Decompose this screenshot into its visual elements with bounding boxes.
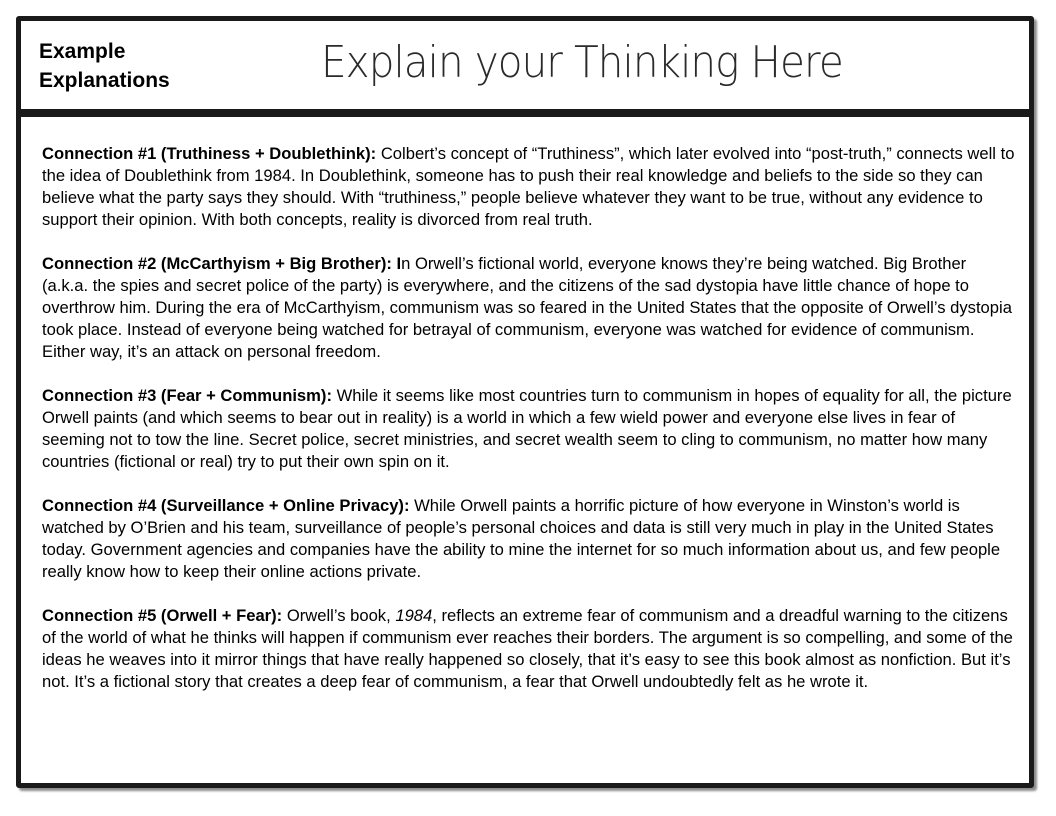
connection-3 <box>42 385 1016 473</box>
connection-5 <box>42 605 1016 693</box>
connection-2-heading: Connection #2 (McCarthyism + Big Brother): I <box>42 254 402 273</box>
connection-5-heading: Connection #5 (Orwell + Fear): <box>42 606 283 625</box>
connection-1-heading: Connection #1 (Truthiness + Doublethink): <box>42 144 377 163</box>
explanations-content <box>42 143 1016 715</box>
header-bar <box>21 21 1029 117</box>
connection-2-text: n Orwell’s fictional world, everyone knows they’re being watched. Big Brother (a.k.a. the spies and secret police of the party) is everywhere, and the citizens of the sad dystopia have little chance of hope to overthrow him. During the era of McCarthyism, communism was so feared in the United States that the opposite of Orwell’s dystopia took place. Instead of everyone being watched for betrayal of communism, everyone was watched for evidence of communism. Either way, it’s an attack on personal freedom. <box>42 254 1012 361</box>
connection-1 <box>42 143 1016 231</box>
header-title: Explain your Thinking Here <box>321 37 843 88</box>
connection-1-text: Colbert’s concept of “Truthiness”, which later evolved into “post-truth,” connects well to the idea of Doublethink from 1984. In Doublethink, someone has to push their real knowledge and beliefs to the side so they can believe what the party says they should. With “truthiness,” people believe whatever they want to be true, without any evidence to support their opinion. With both concepts, reality is divorced from real truth. <box>42 144 1015 229</box>
connection-5-book-title: 1984 <box>395 606 433 625</box>
connection-3-text: While it seems like most countries turn to communism in hopes of equality for all, the picture Orwell paints (and which seems to bear out in reality) is a world in which a few wield power and everyone else lives in fear of seeming not to tow the line. Secret police, secret ministries, and secret wealth seem to cling to communism, no matter how many countries (fictional or real) try to put their own spin on it. <box>42 386 1012 471</box>
header-label: Example Explanations <box>39 40 170 92</box>
connection-4 <box>42 495 1016 583</box>
connection-5-text-before: Orwell’s book, <box>282 606 396 625</box>
connection-5-text: , reflects an extreme fear of communism and a dreadful warning to the citizens of the world of what he thinks will happen if communism ever reaches their borders. The argument is so compelling, and some of the ideas he weaves into it mirror things that have really happened so closely, that it’s easy to see this book almost as nonfiction. But it’s not. It’s a fictional story that creates a deep fear of communism, a fear that Orwell undoubtedly felt as he wrote it. <box>42 606 1013 691</box>
connection-3-heading: Connection #3 (Fear + Communism): <box>42 386 332 405</box>
connection-2 <box>42 253 1016 363</box>
slide-frame <box>16 16 1034 788</box>
connection-4-text: While Orwell paints a horrific picture of how everyone in Winston’s world is watched by O’Brien and his team, surveillance of people’s personal choices and data is still very much in play in the United States today. Government agencies and companies have the ability to mine the internet for so much information about us, and few people really know how to keep their online actions private. <box>42 496 1001 581</box>
connection-4-heading: Connection #4 (Surveillance + Online Privacy): <box>42 496 410 515</box>
